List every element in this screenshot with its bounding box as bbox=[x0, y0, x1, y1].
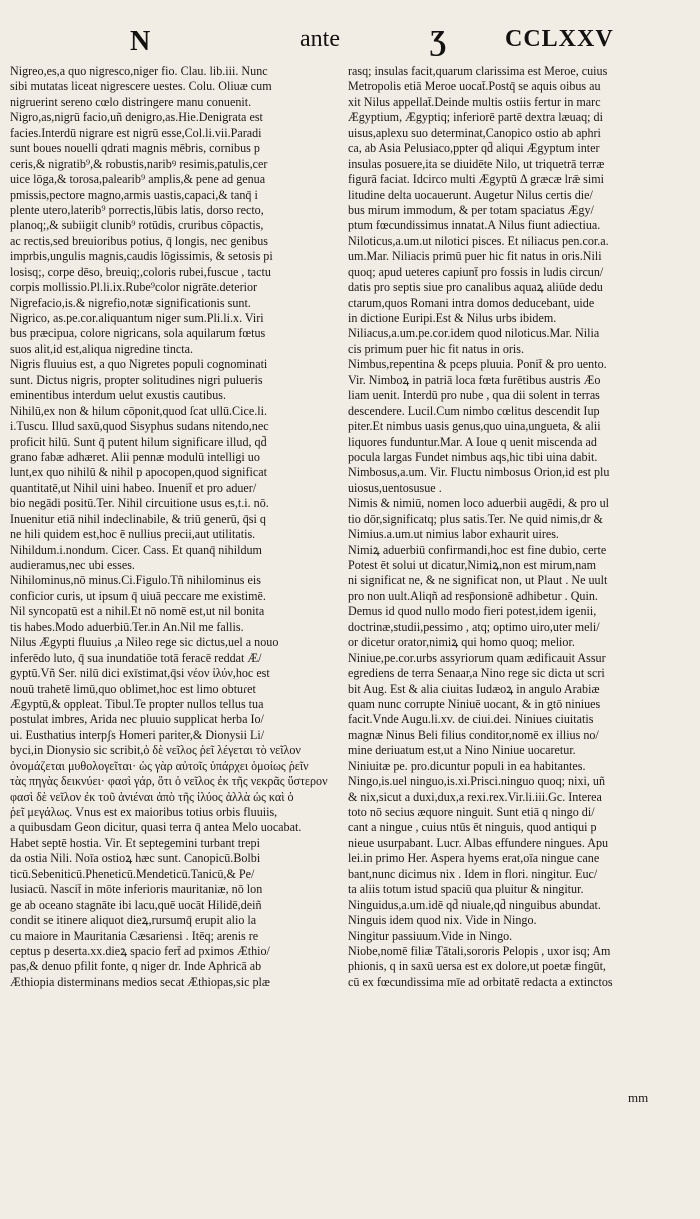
text-line: pas,& denuo pfilit fonte, q niger dr. Inde Aphricā ab bbox=[10, 959, 262, 974]
text-line: datis pro septis siue pro canalibus aquaꝝ aliūde dedu bbox=[348, 280, 603, 295]
text-line: i.Tuscu. Illud saxū,quod Sisyphus sudans nitendo,nec bbox=[10, 419, 269, 434]
text-line: da ostia Nili. Noīa ostioꝝ hæc sunt. Canopicū.Bolbi bbox=[10, 851, 261, 866]
text-line: conficior curis, ut ipsum q̄ uiuā peccare me existimē. bbox=[10, 588, 266, 603]
text-line: nouū trahetē limū,quo oblimet,hoc est limo obtuɾet bbox=[10, 681, 256, 696]
text-line: ta aliis totum istud spaciū qua pluitur & ningitur. bbox=[348, 882, 584, 897]
text-line: pocula largas Fundet nimbus aqs,hic tibi uina dabit. bbox=[348, 449, 598, 464]
text-line: losisq;, corpe dēso, breuiq;,coloris rubei,fuscue , tactu bbox=[10, 264, 271, 279]
text-line: Niniue,pe.cor.urbs assyriorum quam ædificauit Assur bbox=[348, 650, 606, 665]
text-line: mine deriuatum est,ut a Nino Niniue uocaretur. bbox=[348, 743, 576, 758]
text-line: lei.in primo Her. Aspera hyems erat,oīa ningue cane bbox=[348, 851, 600, 866]
text-line: or dicetur orator,nimiꝝ qui homo quoq; melior. bbox=[348, 635, 575, 650]
text-line: figurā faciat. Idcirco multi Ægyptū Δ græcæ lrǣ simi bbox=[348, 172, 604, 187]
text-line: ῥεῖ μεγάλως. Vnus est ex maioribus totius orbis fluuiis, bbox=[10, 805, 278, 819]
text-line: pmissis,pectore magno,armis uastis,capaci,& tanq̄ i bbox=[10, 187, 258, 202]
text-line: proficit hilū. Sunt q̄ putent hilum significare illud, qd̄ bbox=[10, 434, 267, 449]
text-line: bus præcipua, colore nigricans, sola aquilarum fœtus bbox=[10, 326, 266, 341]
text-line: φασὶ δὲ νεῖλον ἐκ τοῦ ἀνιέναι ἀπὸ τῆς ἰλύος ἀλλὰ ὡς καὶ ὁ bbox=[10, 789, 294, 804]
text-line: piter.Et nimbus uasis genus,quo uina,ungueta, & alii bbox=[348, 419, 601, 434]
left-column bbox=[10, 64, 340, 990]
text-line: bio negādi positū.Ter. Nihil circuitione usus es,t.i. nō. bbox=[10, 496, 269, 511]
text-line: Niniuitæ pe. pro.dicuntur populi in ea habitantes. bbox=[348, 758, 586, 773]
text-line: Ningitur passiuum.Vide in Ningo. bbox=[348, 928, 513, 943]
text-line: Ninguis idem quod nix. Vide in Ningo. bbox=[348, 913, 537, 928]
text-line: Niobe,nomē filiæ Tātali,sororis Pelopis , uxor isq; Am bbox=[348, 943, 611, 958]
text-line: lunt,ex quo nihilū & nihil p apocopen,quod significat bbox=[10, 465, 267, 480]
text-line: a quibusdam Geon dicitur, quasi terra q̄ antea Melo uocabat. bbox=[10, 820, 302, 835]
text-line: Ægyptū,& oppleat. Tibul.Te propter nullos tellus tua bbox=[10, 696, 264, 711]
text-line: ticū.Sebeniticū.Pheneticū.Mendeticū.Tanicū,& Pe/ bbox=[10, 866, 255, 881]
text-line: ge ab oceano stagnāte ibi lacu,quē uocāt Hilidē,deiñ bbox=[10, 897, 262, 912]
text-line: tio dōr,significatq; plus satis.Ter. Ne quid nimis,dr & bbox=[348, 511, 603, 526]
text-line: descendere. Lucil.Cum nimbo cœlitus descendit Iup bbox=[348, 403, 600, 418]
text-line: Nigro,as,nigrū facio,uñ denigro,as.Hie.Denigrata est bbox=[10, 110, 263, 125]
text-line: uice lōga,& torosa,palearib⁹ amplis,& pene ad genua bbox=[10, 172, 266, 187]
text-line: facies.Interdū nigrare est nigrū esse,Col.li.vii.Paradi bbox=[10, 125, 262, 140]
text-line: nigruerint sereno cœlo distringere manu conuenit. bbox=[10, 94, 252, 109]
text-line: tis habes.Modo aduerbiū.Ter.in An.Nil me fallis. bbox=[10, 619, 244, 634]
text-line: Niliacus,a.um.pe.cor.idem quod niloticus.Mar. Nilia bbox=[348, 326, 600, 341]
text-line: ne hili quidem est,hoc ē nullius precii,aut utilitatis. bbox=[10, 527, 256, 542]
text-line: Potest ēt solui ut dicatur,Nimiꝝ,non est mirum,nam bbox=[348, 558, 597, 572]
folio-number: CCLXXV bbox=[505, 26, 614, 52]
text-line: inferēdo luto, q̄ sua inundatiōe totā feracē reddat Æ/ bbox=[10, 650, 262, 665]
text-line: Nigrefacio,is.& nigrefio,notæ significationis sunt. bbox=[10, 295, 251, 310]
text-line: condit se itinere aliquot dieꝝ,rursumq̄ erupit alio la bbox=[10, 913, 257, 928]
text-line: Ningo,is.uel ninguo,is.xi.Prisci.ninguo quoq; nixi, uñ bbox=[348, 774, 605, 789]
text-line: xit Nilus appellat̄.Deinde multis ostiis fertur in marc bbox=[348, 94, 601, 109]
text-line: ptum fœcundissimus innatat.A Nilus fiunt adiectiua. bbox=[348, 218, 601, 233]
text-line: magnæ Ninus Beli filius conditor,nomē ex illius no/ bbox=[348, 727, 599, 742]
text-line: Nigris fluuius est, a quo Nigretes populi cognominati bbox=[10, 357, 268, 372]
text-line: Nilus Ægypti fluuius ,a Nileo rege sic dictus,uel a nouo bbox=[10, 635, 279, 650]
text-line: postulat imbres, Arida nec pluuio supplicat herba Io/ bbox=[10, 712, 264, 727]
text-line: gyptū.Vñ Ser. nilū dici exīstimat,q̄si νέον ἰλύν,hoc est bbox=[10, 666, 270, 681]
text-line: phionis, q in saxū uersa est ex dolore,ut poetæ fingūt, bbox=[348, 959, 606, 974]
text-line: in dictione Euripi.Est & Nilus urbs ibidem. bbox=[348, 311, 557, 325]
text-line: audieramus,nec ubi esses. bbox=[10, 558, 135, 572]
text-line: insulas posuere,ita se diuidēte Nilo, ut triquetrā terræ bbox=[348, 156, 605, 171]
text-line: Nimbosus,a.um. Vir. Fluctu nimbosus Orion,id est plu bbox=[348, 465, 610, 480]
text-line: ceris,& nigratib⁹,& robustis,naribꝰ resimis,patulis,cer bbox=[10, 156, 268, 171]
text-line: planoq;,& subiigit clunib⁹ rotūdis, cruribus cōpactis, bbox=[10, 218, 264, 233]
text-line: ceptus p deserta.xx.dieꝝ spacio fert̄ ad pximos Æthio/ bbox=[10, 943, 270, 958]
text-line: Nil syncopatū est a nihil.Et nō nomē est,ut nil bonita bbox=[10, 604, 265, 619]
text-line: litudine delta uocauerunt. Augetur Nilus certis die/ bbox=[348, 187, 593, 202]
text-line: Æthiopia disterminans medios secat Æthiopas,sic plæ bbox=[10, 974, 270, 989]
right-column bbox=[348, 64, 684, 990]
text-line: rasq; insulas facit,quarum clarissima est Meroe, cuius bbox=[348, 64, 608, 78]
text-line: & nix,sicut a duxi,dux,a rexi.rex.Vir.li.iii.Gc. Interea bbox=[348, 789, 602, 804]
text-line: byci,in Dionysio sic scribit,ὁ δὲ νεῖλος ῥεῖ λέγεται τὸ νεῖλον bbox=[10, 743, 301, 758]
text-line: cant a ningue , cuius ntūs ēt ninguis, quod antiqui p bbox=[348, 820, 597, 835]
text-line: cis primum puer hic fit natus in oris. bbox=[348, 341, 525, 356]
text-line: ctarum,quos Romani intra domos deducebant, uide bbox=[348, 295, 595, 310]
text-line: toto nō secius æquore ninguit. Sunt etiā q ningo di/ bbox=[348, 805, 595, 819]
text-line: bit Aug. Est & alia ciuitas Iudæoꝝ in angulo Arabiæ bbox=[348, 681, 600, 696]
text-line: grano fabæ adhæret. Alii pennæ modulū intelligi uo bbox=[10, 449, 260, 464]
text-line: sunt boues nouelli qdrati magnis mēbris, cornibus p bbox=[10, 141, 260, 156]
signature-mark: mm bbox=[628, 1090, 649, 1105]
text-line: cū ex fœcundissima mīe ad orbitatē redacta a extinctos bbox=[348, 974, 613, 989]
text-line: lusiacū. Nascit̄ in mōte inferioris mauritaniæ, nō lon bbox=[10, 882, 263, 897]
text-line: Nimiꝝ aduerbiū confirmandi,hoc est fine dubio, certe bbox=[348, 542, 607, 557]
header-word: ante bbox=[300, 26, 340, 52]
text-line: uisus,aplexu suo determinat,Canopico ostio ab aphri bbox=[348, 125, 601, 140]
text-line: Vir. Nimboꝝ in patriā loca fœta furētibus austris Æo bbox=[348, 372, 601, 387]
text-line: Demus id quod nullo modo fieri potest,idem igenii, bbox=[348, 604, 597, 619]
text-line: ὀνομάζεται μυθολογεῖται· ὡς γὰρ αὐτοῖς ὑπάρχει ὁμοίως ῥεῖν bbox=[10, 758, 309, 773]
text-line: plente utero,laterib⁹ porrectis,lūbis latis, dorso recto, bbox=[10, 202, 264, 217]
text-line: doctrinæ,studii,pessimo , atq; optimo uiro,uter meli/ bbox=[348, 619, 600, 634]
header-letter: N bbox=[130, 26, 151, 57]
text-line: ac rectis,sed breuioribus potius, q̄ longis, nec genibus bbox=[10, 233, 268, 248]
text-line: Habet septē hostia. Vir. Et septegemini turbant trepi bbox=[10, 835, 260, 850]
text-line: Nimius.a.um.ut nimius labor exhaurit uires. bbox=[348, 527, 559, 542]
text-line: Nimis & nimiū, nomen loco aduerbii augēdi, & pro ul bbox=[348, 496, 609, 511]
text-line: ni significat ne, & ne significat non, ut Plaut . Ne uult bbox=[348, 573, 608, 588]
text-line: τὰς πηγὰς δεικνύει· φασὶ γάρ, ὅτι ὁ νεῖλος ἐκ τῆς νεκρᾶς ὕστερον bbox=[10, 774, 328, 789]
text-line: uiosus,uentosusue . bbox=[348, 480, 442, 495]
text-line: Metropolis etiā Meroe uocat̄.Postq̄ se aquis oibus au bbox=[348, 79, 601, 94]
text-line: suos alit,id est,aliqua nigredine tincta. bbox=[10, 341, 194, 356]
text-line: Nigrico, as.pe.cor.aliquantum niger sum.Pli.li.x. Viri bbox=[10, 311, 264, 325]
running-header bbox=[0, 26, 700, 62]
text-line: bant,nunc dicimus nix . Idem in flori. ningitur. Euc/ bbox=[348, 866, 598, 881]
text-line: Ægyptium, Ægyptiq; inferiorē partē dextra læuaq; di bbox=[348, 110, 603, 125]
text-line: ca, ab Asia Pelusiaco,ppter qd̄ aliqui Ægyptum inter bbox=[348, 141, 600, 156]
text-line: Niloticus,a.um.ut nilotici pisces. Et niliacus pen.cor.a. bbox=[348, 233, 609, 248]
text-line: Nihilominus,nō minus.Ci.Figulo.Tñ nihilominus eis bbox=[10, 573, 261, 588]
text-line: Nihilū,ex non & hilum cōponit,quod ſcat ullū.Cice.li. bbox=[10, 403, 267, 418]
text-line: ui. Eusthatius interpʃs Homeri pariter,& Dionysii Li/ bbox=[10, 727, 265, 742]
text-line: cu maiore in Mauritania Cæsariensi . Itēq; arenis re bbox=[10, 928, 259, 943]
text-line: nieue usurpabant. Lucr. Albas effundere ningues. Apu bbox=[348, 835, 609, 850]
text-line: imprbis,ungulis magnis,caudis lōgissimis, & setosis pi bbox=[10, 249, 273, 264]
text-line: pro non uult.Aliqñ ad resp̄onsionē adhibetur . Quin. bbox=[348, 588, 598, 603]
text-line: bus mirum immodum, & per totam spaciatus Ægy/ bbox=[348, 202, 594, 217]
text-line: Ninguidus,a.um.idē qd̄ niuale,qd̄ ninguibus abundat. bbox=[348, 897, 601, 912]
text-line: quoq; apud ueteres capiunt̄ pro fossis in ludis circun/ bbox=[348, 264, 604, 279]
text-line: liam uenit. Interdū pro nube , qua dii solent in terras bbox=[348, 388, 600, 403]
text-line: liquores funduntur.Mar. A Ioue q uenit miscenda ad bbox=[348, 434, 597, 449]
text-line: facit.Vnde Augu.li.xv. de ciui.dei. Niniues ciuitatis bbox=[348, 712, 594, 727]
text-line: um.Mar. Niliacis primū puer hic fit natus in oris.Nili bbox=[348, 249, 602, 264]
text-line: quam nunc corrupte Niniuē uocant, & in gtō niniues bbox=[348, 696, 601, 711]
text-line: quantitatē,ut Nihil uini habeo. Inuenit̄ et pro aduer/ bbox=[10, 480, 257, 495]
text-line: corpis mollissio.Pl.li.ix.Rube⁹color nigrāte.deterior bbox=[10, 280, 258, 295]
text-line: Nigreo,es,a quo nigresco,niger fio. Clau. lib.iii. Nunc bbox=[10, 64, 268, 78]
text-line: Nihildum.i.nondum. Cicer. Cass. Et quanq̄ nihildum bbox=[10, 542, 262, 557]
header-glyph: Ʒ bbox=[430, 26, 447, 57]
text-line: eminentibus interdum uelut exustis cautibus. bbox=[10, 388, 226, 403]
text-line: sunt. Dictus nigris, propter solitudines nigri pulueris bbox=[10, 372, 263, 387]
text-line: Inuenitur etiā nihil indeclinabile, & triū generū, q̄si q bbox=[10, 511, 266, 526]
text-line: Nimbus,repentina & pceps pluuia. Ponit̄ & pro uento. bbox=[348, 357, 607, 372]
text-line: sibi mutatas liceat nigrescere uestes. Colu. Oliuæ cum bbox=[10, 79, 272, 94]
text-line: egrediens de terra Senaar,a Nino rege sic dicta ut scri bbox=[348, 666, 605, 681]
